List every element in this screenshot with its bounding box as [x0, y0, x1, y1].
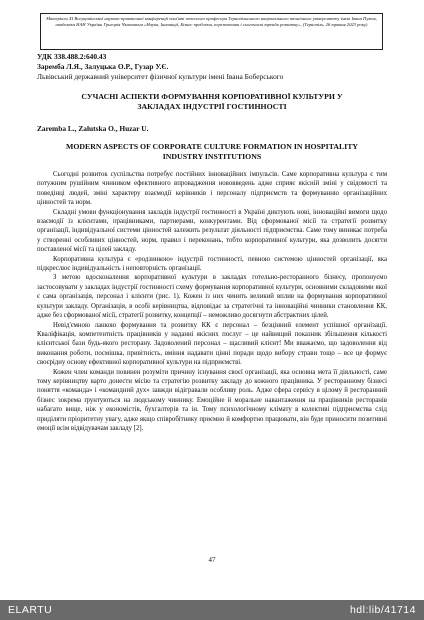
- page-number: 47: [208, 556, 216, 564]
- paragraph: Невід'ємною ланкою формування та розвитку КК є персонал – безцінний елемент успішної організації. Кваліфікація, компетентність працівників у наданні якісних послуг – це найвищий показник збільшення кількості клієнтської бази будь-якого ресторану. Задоволений персонал – щасливий клієнт! Ми вважаємо, що задоволення від виконання роботи, посмішка, привітність, вміння надавати цінні поради щодо вибору страви тощо – все це формує своєрідну основу ефективної корпоративної культури на підприємстві.: [37, 321, 387, 367]
- title-en: MODERN ASPECTS OF CORPORATE CULTURE FORMATION IN HOSPITALITY INDUSTRY INSTITUTIONS: [65, 142, 359, 161]
- conference-header-box: [40, 13, 383, 50]
- paragraph: Сьогодні розвиток суспільства потребує постійних інноваційних імпульсів. Саме корпоративна культура є тим потужним рушійним чинником ефективного впровадження нововведень адже сприяє якісній зміні у свідомості та поведінці людей, зміні характеру взаємодії керівників і персоналу підприємств та формуванню організаційних цінностей та норм.: [37, 171, 387, 207]
- article-body: [37, 170, 387, 433]
- authors-uk: Заремба Л.Я., Залуцька О.Р., Гузар У.Є.: [37, 62, 169, 71]
- paragraph: Корпоративна культура є «родзинкою» індустрії гостинності, певною системою цінностей організації, яка підкреслює індивідуальність і неповторність організації.: [37, 255, 387, 273]
- affiliation: Львівський державний університет фізичної культури імені Івана Боберського: [37, 72, 284, 81]
- udk-code: УДК 338.488.2:640.43: [37, 52, 107, 61]
- paragraph: З метою вдосконалення корпоративної культури в закладах готельно-ресторанного бізнесу, пропонуємо застосовувати у закладах індустрії гостинності схему формування корпоративної культури, основними складовими якої є сама організація, персонал і клієнти (рис. 1). Кожен із них чинить великий вплив на формування корпоративної культури закладу. Організація, в особі керівництва, відповідає за стратегічні та інноваційні чинники становлення КК, адже без сформованої місії, стратегії розвитку, концепції – неможливо досягнути абстрактних цілей.: [37, 274, 387, 320]
- paragraph: Кожен член команди повинен розуміти причину існування своєї організації, яка основна мета її діяльності, саме тому керівництву варто донести місію та стратегію розвитку закладу до кожного працівника. У ресторанному бізнесі поняття «команда» і «командний дух» завжди відігравали особливу роль. Адже сфера сервісу в цілому й ресторанний бізнес зокрема ґрунтуються на людському чиннику. Емоційне й моральне навантаження на працівників ресторанів набагато вище, ніж у економістів, бухгалтерів та ін. Тому психологічному клімату в колективі підприємства слід приділяти пріоритетну увагу, адже якщо співробітнику приємно й комфортно працювати, він буде приносити позитивні емоції всім відвідувачам закладу [2].: [37, 368, 387, 432]
- conference-header-text: Матеріали XI Всеукраїнської науково-практичної конференції пам'яті почесного професора Тернопільського національного технічного університету імені Івана Пулюя, академіка НАН України Григорія Чмиховича «Наука, Інновації, Бізнес проблеми, перспективи і сьогочасні тренди розвитку», (Тернопіль, 26 травня 2023 року): [46, 16, 377, 27]
- repository-label: ELARTU: [8, 604, 53, 616]
- authors-en: Zaremba L., Zalutska O., Huzar U.: [37, 124, 149, 133]
- handle-link[interactable]: hdl:lib/41714: [349, 604, 416, 616]
- title-uk: СУЧАСНІ АСПЕКТИ ФОРМУВАННЯ КОРПОРАТИВНОЇ КУЛЬТУРИ У ЗАКЛАДАХ ІНДУСТРІЇ ГОСТИННОСТІ: [81, 92, 343, 111]
- paragraph: Складні умови функціонування закладів індустрії гостинності в Україні диктують нові, інноваційні вимоги щодо взаємодії із клієнтами, працівниками, партнерами, конкурентами. Від сформованої місії та стратегії розвитку організації, індивідуальної системи цінностей залежить результат діяльності підприємства. Саме тому виникає потреба у створенні особливих цінностей, норм, правил і переконань, тобто корпоративної культури, яка дозволить досягти поставленої місії та цілей закладу.: [37, 208, 387, 254]
